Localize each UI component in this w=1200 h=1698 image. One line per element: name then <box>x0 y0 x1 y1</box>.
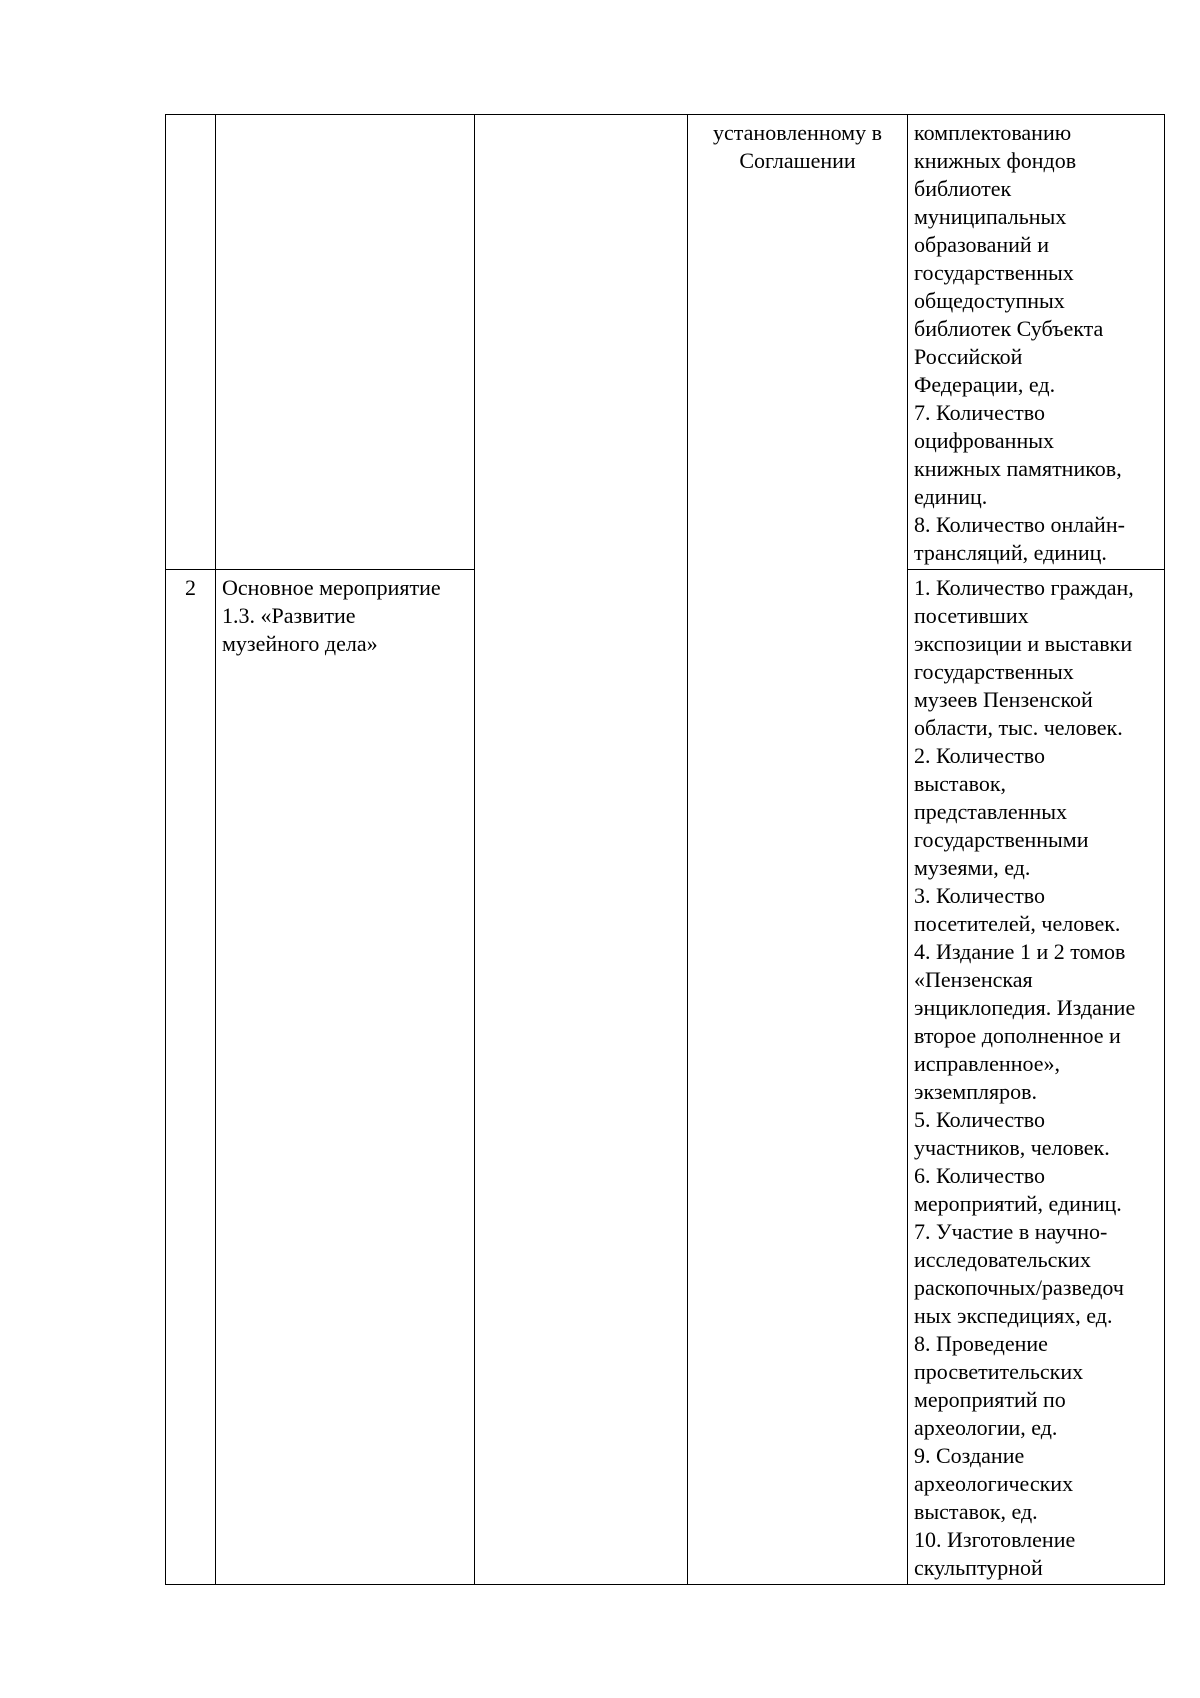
text-line: 10. Изготовление <box>914 1527 1076 1552</box>
text-line: государственными <box>914 827 1089 852</box>
text-line: 8. Количество онлайн- <box>914 512 1125 537</box>
text-line: Федерации, ед. <box>914 372 1056 397</box>
text-line: участников, человек. <box>914 1135 1110 1160</box>
text-line: установленному в <box>713 120 882 145</box>
text-line: трансляций, единиц. <box>914 540 1107 565</box>
event-cell <box>216 115 475 570</box>
text-line: 3. Количество <box>914 883 1046 908</box>
text-line: 4. Издание 1 и 2 томов <box>914 939 1126 964</box>
indicator-cell <box>908 570 1165 1585</box>
text-line: общедоступных <box>914 288 1065 313</box>
text-line: 5. Количество <box>914 1107 1046 1132</box>
text-line: оцифрованных <box>914 428 1054 453</box>
text-line: 9. Создание <box>914 1443 1025 1468</box>
text-line: выставок, ед. <box>914 1499 1038 1524</box>
indicator-text <box>914 574 1158 1582</box>
text-line: исследовательских <box>914 1247 1091 1272</box>
text-line: 1.3. «Развитие <box>222 603 356 628</box>
text-line: энциклопедия. Издание <box>914 995 1136 1020</box>
text-line: исправленное», <box>914 1051 1060 1076</box>
text-line: представленных <box>914 799 1068 824</box>
text-line: Основное мероприятие <box>222 575 441 600</box>
text-line: экземпляров. <box>914 1079 1037 1104</box>
text-line: раскопочных/разведоч <box>914 1275 1124 1300</box>
text-line: археологических <box>914 1471 1074 1496</box>
text-line: ных экспедициях, ед. <box>914 1303 1113 1328</box>
text-line: книжных фондов <box>914 148 1077 173</box>
text-line: второе дополненное и <box>914 1023 1121 1048</box>
executor-cell <box>475 115 688 1585</box>
text-line: комплектованию <box>914 120 1072 145</box>
indicator-text <box>914 119 1158 567</box>
text-line: экспозиции и выставки <box>914 631 1133 656</box>
text-line: 1. Количество граждан, <box>914 575 1134 600</box>
condition-text <box>694 119 901 175</box>
text-line: государственных <box>914 659 1074 684</box>
row-number: 2 <box>185 575 196 600</box>
text-line: библиотек Субъекта <box>914 316 1104 341</box>
text-line: Российской <box>914 344 1023 369</box>
text-line: выставок, <box>914 771 1007 796</box>
text-line: государственных <box>914 260 1074 285</box>
text-line: музеями, ед. <box>914 855 1031 880</box>
text-line: 8. Проведение <box>914 1331 1048 1356</box>
row-number-cell <box>166 115 216 570</box>
text-line: «Пензенская <box>914 967 1033 992</box>
text-line: археологии, ед. <box>914 1415 1058 1440</box>
text-line: музейного дела» <box>222 631 378 656</box>
event-text <box>222 574 468 658</box>
text-line: 7. Количество <box>914 400 1046 425</box>
row-number-cell <box>166 570 216 1585</box>
text-line: посетителей, человек. <box>914 911 1121 936</box>
text-line: музеев Пензенской <box>914 687 1093 712</box>
text-line: единиц. <box>914 484 988 509</box>
text-line: образований и <box>914 232 1049 257</box>
text-line: мероприятий по <box>914 1387 1066 1412</box>
text-line: 7. Участие в научно- <box>914 1219 1108 1244</box>
condition-cell <box>688 115 908 1585</box>
text-line: книжных памятников, <box>914 456 1122 481</box>
program-table <box>165 114 1165 1585</box>
text-line: скульптурной <box>914 1555 1043 1580</box>
text-line: посетивших <box>914 603 1029 628</box>
text-line: 2. Количество <box>914 743 1046 768</box>
event-cell <box>216 570 475 1585</box>
text-line: библиотек <box>914 176 1012 201</box>
table-row <box>166 115 1165 570</box>
text-line: 6. Количество <box>914 1163 1046 1188</box>
text-line: Соглашении <box>739 148 856 173</box>
text-line: просветительских <box>914 1359 1084 1384</box>
indicator-cell <box>908 115 1165 570</box>
text-line: мероприятий, единиц. <box>914 1191 1122 1216</box>
text-line: области, тыс. человек. <box>914 715 1123 740</box>
text-line: муниципальных <box>914 204 1067 229</box>
